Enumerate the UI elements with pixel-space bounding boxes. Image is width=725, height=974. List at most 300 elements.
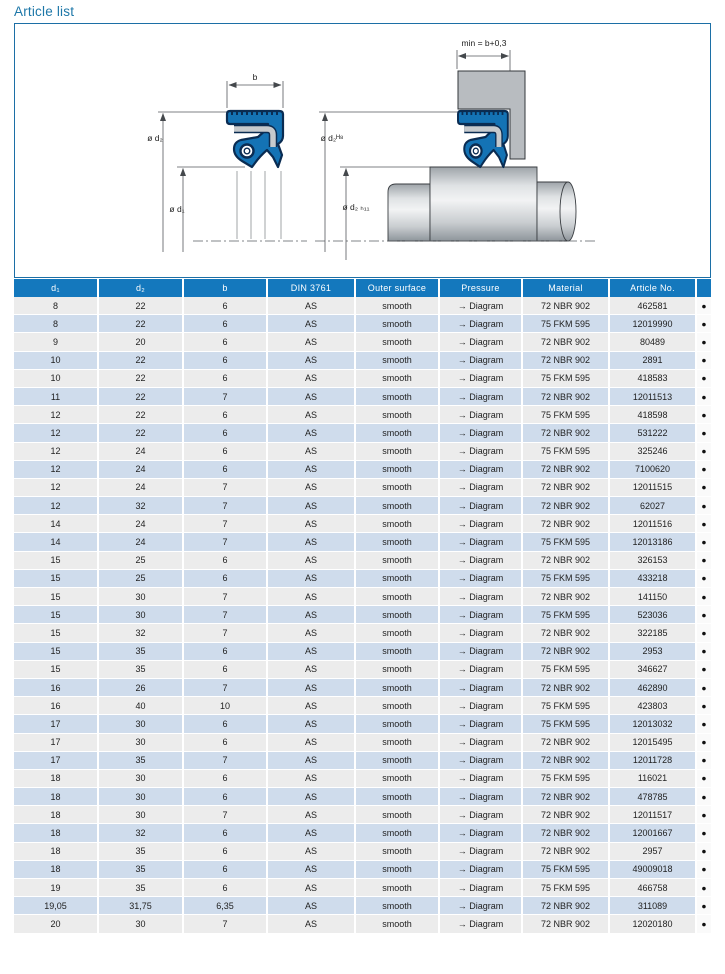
table-header-cell-d2: d₂ (99, 279, 184, 297)
cell-outer-surface: smooth (356, 388, 440, 405)
cell-pressure: → Diagram (440, 715, 523, 732)
cell-b: 6 (184, 879, 268, 896)
cell-material: 75 FKM 595 (523, 879, 610, 896)
cell-article-no: 346627 (610, 661, 697, 678)
cell-material: 72 NBR 902 (523, 352, 610, 369)
cell-article-no: 466758 (610, 879, 697, 896)
cell-d2: 30 (99, 770, 184, 787)
cell-din: AS (268, 624, 356, 641)
cell-article-no: 7100620 (610, 461, 697, 478)
cell-outer-surface: smooth (356, 861, 440, 878)
cell-material: 72 NBR 902 (523, 679, 610, 696)
cell-article-no: 311089 (610, 897, 697, 914)
cell-d2: 20 (99, 333, 184, 350)
cell-d2: 32 (99, 824, 184, 841)
cell-article-no: 462890 (610, 679, 697, 696)
cell-article-no: 462581 (610, 297, 697, 314)
cell-pressure: → Diagram (440, 479, 523, 496)
cell-b: 7 (184, 624, 268, 641)
cell-pressure: → Diagram (440, 370, 523, 387)
cell-outer-surface: smooth (356, 734, 440, 751)
cell-article-no: 2891 (610, 352, 697, 369)
cell-pressure: → Diagram (440, 661, 523, 678)
free-seal-figure (147, 72, 307, 252)
cell-din: AS (268, 352, 356, 369)
cell-material: 75 FKM 595 (523, 606, 610, 623)
cell-article-no: 325246 (610, 443, 697, 460)
cell-material: 75 FKM 595 (523, 770, 610, 787)
availability-dot: ● (697, 734, 711, 751)
cell-outer-surface: smooth (356, 588, 440, 605)
cell-outer-surface: smooth (356, 552, 440, 569)
availability-dot: ● (697, 697, 711, 714)
cell-d1: 15 (14, 588, 99, 605)
seal-technical-diagram (14, 23, 711, 278)
cell-pressure: → Diagram (440, 388, 523, 405)
cell-d2: 22 (99, 370, 184, 387)
availability-dot: ● (697, 315, 711, 332)
cell-article-no: 12011515 (610, 479, 697, 496)
cell-d2: 22 (99, 315, 184, 332)
cell-outer-surface: smooth (356, 533, 440, 550)
cell-material: 75 FKM 595 (523, 533, 610, 550)
cell-din: AS (268, 697, 356, 714)
cell-material: 72 NBR 902 (523, 333, 610, 350)
cell-article-no: 478785 (610, 788, 697, 805)
cell-outer-surface: smooth (356, 788, 440, 805)
cell-d1: 12 (14, 406, 99, 423)
cell-d2: 30 (99, 788, 184, 805)
dim-label-d2-h8: ø d₂ᴴ⁸ (320, 133, 344, 143)
cell-d1: 8 (14, 315, 99, 332)
cell-d1: 9 (14, 333, 99, 350)
availability-dot: ● (697, 424, 711, 441)
table-row (14, 333, 711, 351)
cell-article-no: 80489 (610, 333, 697, 350)
cell-b: 7 (184, 679, 268, 696)
cell-article-no: 12011728 (610, 752, 697, 769)
cell-outer-surface: smooth (356, 697, 440, 714)
catalog-page (0, 4, 725, 934)
cell-d2: 35 (99, 843, 184, 860)
table-row (14, 606, 711, 624)
availability-dot: ● (697, 806, 711, 823)
availability-dot: ● (697, 624, 711, 641)
cell-d2: 35 (99, 661, 184, 678)
cell-din: AS (268, 806, 356, 823)
cell-outer-surface: smooth (356, 752, 440, 769)
cell-outer-surface: smooth (356, 370, 440, 387)
availability-dot: ● (697, 588, 711, 605)
cell-b: 7 (184, 497, 268, 514)
cell-d2: 22 (99, 352, 184, 369)
cell-d2: 22 (99, 406, 184, 423)
cell-d1: 11 (14, 388, 99, 405)
cell-outer-surface: smooth (356, 424, 440, 441)
cell-outer-surface: smooth (356, 806, 440, 823)
cell-din: AS (268, 897, 356, 914)
cell-b: 7 (184, 588, 268, 605)
cell-material: 75 FKM 595 (523, 715, 610, 732)
cell-din: AS (268, 606, 356, 623)
cell-pressure: → Diagram (440, 643, 523, 660)
table-header-row (14, 279, 711, 297)
cell-din: AS (268, 588, 356, 605)
cell-material: 72 NBR 902 (523, 424, 610, 441)
cell-material: 75 FKM 595 (523, 570, 610, 587)
availability-dot: ● (697, 915, 711, 932)
cell-article-no: 2957 (610, 843, 697, 860)
cell-pressure: → Diagram (440, 788, 523, 805)
availability-dot: ● (697, 443, 711, 460)
cell-d1: 16 (14, 697, 99, 714)
cell-b: 6 (184, 424, 268, 441)
cell-d2: 35 (99, 861, 184, 878)
cell-material: 72 NBR 902 (523, 461, 610, 478)
cell-pressure: → Diagram (440, 570, 523, 587)
cell-d2: 30 (99, 715, 184, 732)
cell-pressure: → Diagram (440, 443, 523, 460)
table-header-cell-article-no: Article No. (610, 279, 697, 297)
cell-d1: 18 (14, 861, 99, 878)
cell-b: 7 (184, 606, 268, 623)
cell-d2: 25 (99, 570, 184, 587)
cell-material: 72 NBR 902 (523, 388, 610, 405)
cell-article-no: 116021 (610, 770, 697, 787)
cell-d1: 12 (14, 424, 99, 441)
cell-din: AS (268, 424, 356, 441)
cell-din: AS (268, 443, 356, 460)
availability-dot: ● (697, 897, 711, 914)
availability-dot: ● (697, 533, 711, 550)
availability-dot: ● (697, 788, 711, 805)
cell-pressure: → Diagram (440, 461, 523, 478)
cell-d1: 14 (14, 515, 99, 532)
cell-pressure: → Diagram (440, 824, 523, 841)
cell-outer-surface: smooth (356, 879, 440, 896)
cell-d1: 10 (14, 370, 99, 387)
dim-label-d1: ø d₁ (169, 204, 185, 214)
cell-d1: 15 (14, 624, 99, 641)
cell-d2: 30 (99, 588, 184, 605)
cell-material: 72 NBR 902 (523, 515, 610, 532)
cell-d2: 30 (99, 806, 184, 823)
cell-din: AS (268, 333, 356, 350)
table-row (14, 788, 711, 806)
cell-material: 75 FKM 595 (523, 861, 610, 878)
cell-article-no: 326153 (610, 552, 697, 569)
cell-article-no: 531222 (610, 424, 697, 441)
table-header-cell-pressure: Pressure (440, 279, 523, 297)
table-header-cell-outer-surface: Outer surface (356, 279, 440, 297)
availability-dot: ● (697, 752, 711, 769)
availability-dot: ● (697, 843, 711, 860)
cell-din: AS (268, 461, 356, 478)
table-row (14, 697, 711, 715)
availability-dot: ● (697, 861, 711, 878)
cell-d1: 14 (14, 533, 99, 550)
table-row (14, 843, 711, 861)
cell-din: AS (268, 315, 356, 332)
cell-d2: 32 (99, 497, 184, 514)
cell-din: AS (268, 915, 356, 932)
cell-article-no: 62027 (610, 497, 697, 514)
cell-article-no: 423803 (610, 697, 697, 714)
availability-dot: ● (697, 370, 711, 387)
table-row (14, 297, 711, 315)
cell-material: 72 NBR 902 (523, 824, 610, 841)
cell-outer-surface: smooth (356, 679, 440, 696)
cell-material: 72 NBR 902 (523, 497, 610, 514)
cell-material: 72 NBR 902 (523, 624, 610, 641)
cell-article-no: 12013032 (610, 715, 697, 732)
cell-d2: 24 (99, 515, 184, 532)
cell-material: 72 NBR 902 (523, 588, 610, 605)
cell-article-no: 12001667 (610, 824, 697, 841)
table-row (14, 752, 711, 770)
cell-d1: 12 (14, 497, 99, 514)
dim-label-min: min = b+0,3 (461, 38, 507, 48)
cell-b: 6,35 (184, 897, 268, 914)
table-row (14, 315, 711, 333)
cell-din: AS (268, 497, 356, 514)
cell-outer-surface: smooth (356, 624, 440, 641)
cell-material: 72 NBR 902 (523, 297, 610, 314)
cell-b: 6 (184, 552, 268, 569)
cell-d1: 15 (14, 552, 99, 569)
availability-dot: ● (697, 715, 711, 732)
cell-d2: 24 (99, 479, 184, 496)
cell-material: 75 FKM 595 (523, 315, 610, 332)
cell-pressure: → Diagram (440, 515, 523, 532)
cell-material: 72 NBR 902 (523, 643, 610, 660)
availability-dot: ● (697, 552, 711, 569)
cell-article-no: 322185 (610, 624, 697, 641)
table-row (14, 770, 711, 788)
availability-dot: ● (697, 570, 711, 587)
cell-article-no: 12013186 (610, 533, 697, 550)
cell-d1: 18 (14, 806, 99, 823)
cell-din: AS (268, 843, 356, 860)
cell-outer-surface: smooth (356, 915, 440, 932)
cell-outer-surface: smooth (356, 497, 440, 514)
cell-pressure: → Diagram (440, 315, 523, 332)
cell-d1: 15 (14, 661, 99, 678)
availability-dot: ● (697, 333, 711, 350)
cell-outer-surface: smooth (356, 770, 440, 787)
cell-material: 72 NBR 902 (523, 734, 610, 751)
cell-pressure: → Diagram (440, 533, 523, 550)
table-row (14, 915, 711, 933)
table-row (14, 570, 711, 588)
cell-pressure: → Diagram (440, 606, 523, 623)
cell-material: 72 NBR 902 (523, 915, 610, 932)
availability-dot: ● (697, 406, 711, 423)
cell-d1: 15 (14, 606, 99, 623)
availability-dot: ● (697, 461, 711, 478)
cell-b: 10 (184, 697, 268, 714)
cell-outer-surface: smooth (356, 606, 440, 623)
cell-d1: 12 (14, 479, 99, 496)
cell-b: 6 (184, 443, 268, 460)
cell-b: 6 (184, 315, 268, 332)
cell-d1: 18 (14, 824, 99, 841)
cell-article-no: 418598 (610, 406, 697, 423)
cell-pressure: → Diagram (440, 734, 523, 751)
cell-d2: 30 (99, 915, 184, 932)
cell-pressure: → Diagram (440, 352, 523, 369)
cell-d1: 19,05 (14, 897, 99, 914)
dim-label-d2-h11: ø d₂ ₕ₁₁ (342, 202, 370, 212)
table-row (14, 479, 711, 497)
cell-material: 75 FKM 595 (523, 661, 610, 678)
table-row (14, 715, 711, 733)
cell-din: AS (268, 879, 356, 896)
cell-article-no: 523036 (610, 606, 697, 623)
table-row (14, 370, 711, 388)
cell-outer-surface: smooth (356, 843, 440, 860)
cell-d2: 40 (99, 697, 184, 714)
cell-material: 72 NBR 902 (523, 479, 610, 496)
cell-d1: 16 (14, 679, 99, 696)
cell-d2: 22 (99, 424, 184, 441)
cell-outer-surface: smooth (356, 461, 440, 478)
cell-material: 72 NBR 902 (523, 752, 610, 769)
cell-d1: 17 (14, 715, 99, 732)
availability-dot: ● (697, 824, 711, 841)
cell-din: AS (268, 824, 356, 841)
cell-d1: 15 (14, 570, 99, 587)
table-row (14, 897, 711, 915)
table-row (14, 879, 711, 897)
table-row (14, 588, 711, 606)
cell-pressure: → Diagram (440, 333, 523, 350)
cell-b: 6 (184, 788, 268, 805)
cell-pressure: → Diagram (440, 297, 523, 314)
cell-material: 72 NBR 902 (523, 788, 610, 805)
cell-d1: 15 (14, 643, 99, 660)
cell-outer-surface: smooth (356, 297, 440, 314)
cell-d1: 17 (14, 734, 99, 751)
cell-b: 6 (184, 734, 268, 751)
availability-dot: ● (697, 388, 711, 405)
cell-din: AS (268, 715, 356, 732)
table-header-cell-din: DIN 3761 (268, 279, 356, 297)
cell-outer-surface: smooth (356, 824, 440, 841)
table-row (14, 424, 711, 442)
table-row (14, 443, 711, 461)
cell-d1: 19 (14, 879, 99, 896)
cell-din: AS (268, 661, 356, 678)
cell-d2: 30 (99, 734, 184, 751)
cell-article-no: 12011516 (610, 515, 697, 532)
article-table (14, 279, 711, 934)
cell-din: AS (268, 734, 356, 751)
cell-material: 72 NBR 902 (523, 552, 610, 569)
cell-pressure: → Diagram (440, 679, 523, 696)
cell-pressure: → Diagram (440, 806, 523, 823)
cell-din: AS (268, 388, 356, 405)
cell-outer-surface: smooth (356, 443, 440, 460)
table-row (14, 861, 711, 879)
cell-d2: 24 (99, 461, 184, 478)
shaft (388, 167, 576, 241)
cell-d2: 26 (99, 679, 184, 696)
cell-outer-surface: smooth (356, 352, 440, 369)
availability-dot: ● (697, 879, 711, 896)
table-row (14, 806, 711, 824)
cell-material: 75 FKM 595 (523, 443, 610, 460)
cell-b: 6 (184, 661, 268, 678)
cell-b: 6 (184, 333, 268, 350)
cell-pressure: → Diagram (440, 624, 523, 641)
cell-d2: 31,75 (99, 897, 184, 914)
cell-b: 6 (184, 770, 268, 787)
cell-material: 75 FKM 595 (523, 697, 610, 714)
cell-d1: 17 (14, 752, 99, 769)
cell-outer-surface: smooth (356, 406, 440, 423)
cell-b: 6 (184, 643, 268, 660)
cell-d1: 12 (14, 461, 99, 478)
table-row (14, 406, 711, 424)
table-row (14, 352, 711, 370)
cell-article-no: 49009018 (610, 861, 697, 878)
table-header-cell-availability (697, 279, 711, 297)
cell-b: 6 (184, 461, 268, 478)
cell-din: AS (268, 479, 356, 496)
cell-b: 7 (184, 806, 268, 823)
cell-article-no: 2953 (610, 643, 697, 660)
table-row (14, 661, 711, 679)
cell-pressure: → Diagram (440, 497, 523, 514)
cell-b: 6 (184, 352, 268, 369)
cell-b: 6 (184, 370, 268, 387)
availability-dot: ● (697, 679, 711, 696)
cell-din: AS (268, 679, 356, 696)
availability-dot: ● (697, 606, 711, 623)
cell-d1: 18 (14, 788, 99, 805)
cell-pressure: → Diagram (440, 915, 523, 932)
cell-pressure: → Diagram (440, 879, 523, 896)
cell-din: AS (268, 643, 356, 660)
cell-article-no: 12015495 (610, 734, 697, 751)
cell-din: AS (268, 406, 356, 423)
availability-dot: ● (697, 515, 711, 532)
cell-d2: 24 (99, 443, 184, 460)
cell-outer-surface: smooth (356, 315, 440, 332)
cell-d2: 22 (99, 388, 184, 405)
cell-outer-surface: smooth (356, 661, 440, 678)
mounted-seal-figure (315, 38, 595, 260)
availability-dot: ● (697, 497, 711, 514)
cell-d2: 35 (99, 879, 184, 896)
cell-d1: 8 (14, 297, 99, 314)
cell-d2: 32 (99, 624, 184, 641)
cell-b: 6 (184, 824, 268, 841)
table-row (14, 734, 711, 752)
cell-outer-surface: smooth (356, 643, 440, 660)
cell-b: 7 (184, 752, 268, 769)
cell-b: 7 (184, 533, 268, 550)
cell-b: 6 (184, 297, 268, 314)
cell-pressure: → Diagram (440, 588, 523, 605)
table-row (14, 497, 711, 515)
cell-d2: 22 (99, 297, 184, 314)
table-header-cell-material: Material (523, 279, 610, 297)
cell-d2: 25 (99, 552, 184, 569)
cell-din: AS (268, 770, 356, 787)
cell-material: 75 FKM 595 (523, 406, 610, 423)
